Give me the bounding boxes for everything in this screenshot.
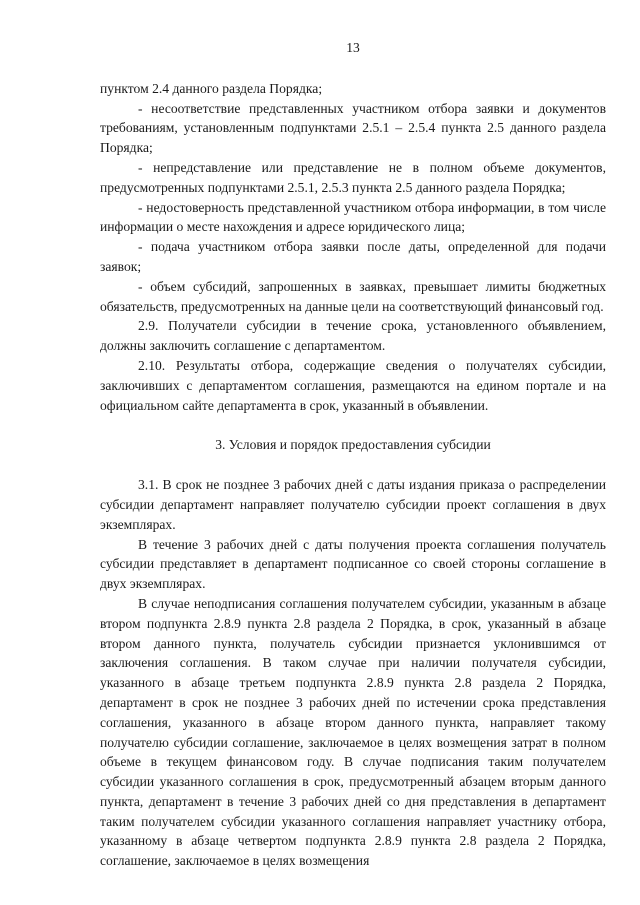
paragraph: В случае неподписания соглашения получателем субсидии, указанным в абзаце втором подпункта 2.8.9 пункта 2.8 раздела 2 Порядка, в срок, указанный в абзаце втором данного пункта, получатель субсидии признается уклонившимся от заключения соглашения. В таком случае при наличии получателя субсидии, указанного в абзаце третьем подпункта 2.8.9 пункта 2.8 раздела 2 Порядка, департамент в срок не позднее 3 рабочих дней по истечении срока представления соглашения, указанного в абзаце втором данного пункта, направляет такому получателю субсидии соглашение, заключаемое в целях возмещения затрат в полном объеме в текущем финансовом году. В случае подписания таким получателем субсидии указанного соглашения в срок, предусмотренный абзацем вторым данного пункта, департамент в течение 3 рабочих дней со дня представления в департамент таким получателем субсидии указанного соглашения направляет участнику отбора, указанному в абзаце четвертом подпункта 2.8.9 пункта 2.8 раздела 2 Порядка, соглашение, заключаемое в целях возмещения (100, 595, 606, 869)
paragraph: - несоответствие представленных участником отбора заявки и документов требованиям, установленным подпунктами 2.5.1 – 2.5.4 пункта 2.5 данного раздела Порядка; (100, 100, 606, 156)
paragraph: - подача участником отбора заявки после даты, определенной для подачи заявок; (100, 239, 606, 274)
section-heading: 3. Условия и порядок предоставления субсидии (215, 437, 491, 453)
paragraph: пунктом 2.4 данного раздела Порядка; (100, 80, 323, 96)
document-page (100, 38, 606, 871)
paragraph: 2.10. Результаты отбора, содержащие сведения о получателях субсидии, заключивших с департаментом соглашения, размещаются на едином портале и на официальном сайте департамента в срок, указанный в объявлении. (100, 357, 606, 413)
page-number: 13 (346, 40, 360, 55)
paragraph: - недостоверность представленной участником отбора информации, в том числе информации о месте нахождения и адресе юридического лица; (100, 199, 606, 235)
paragraph: - объем субсидий, запрошенных в заявках, превышает лимиты бюджетных обязательств, предусмотренных на данные цели на соответствующий финансовый год. (100, 278, 606, 314)
paragraph: 2.9. Получатели субсидии в течение срока, установленного объявлением, должны заключить соглашение с департаментом. (100, 318, 606, 354)
body-text-top (100, 79, 606, 416)
paragraph: В течение 3 рабочих дней с даты получения проекта соглашения получатель субсидии представляет в департамент подписанное со своей стороны соглашение в двух экземплярах. (100, 536, 606, 592)
paragraph: 3.1. В срок не позднее 3 рабочих дней с даты издания приказа о распределении субсидии департамент направляет получателю субсидии проект соглашения в двух экземплярах. (100, 477, 606, 532)
paragraph: - непредставление или представление не в полном объеме документов, предусмотренных подпунктами 2.5.1, 2.5.3 пункта 2.5 данного раздела Порядка; (100, 159, 606, 195)
body-text-bottom (100, 475, 606, 871)
